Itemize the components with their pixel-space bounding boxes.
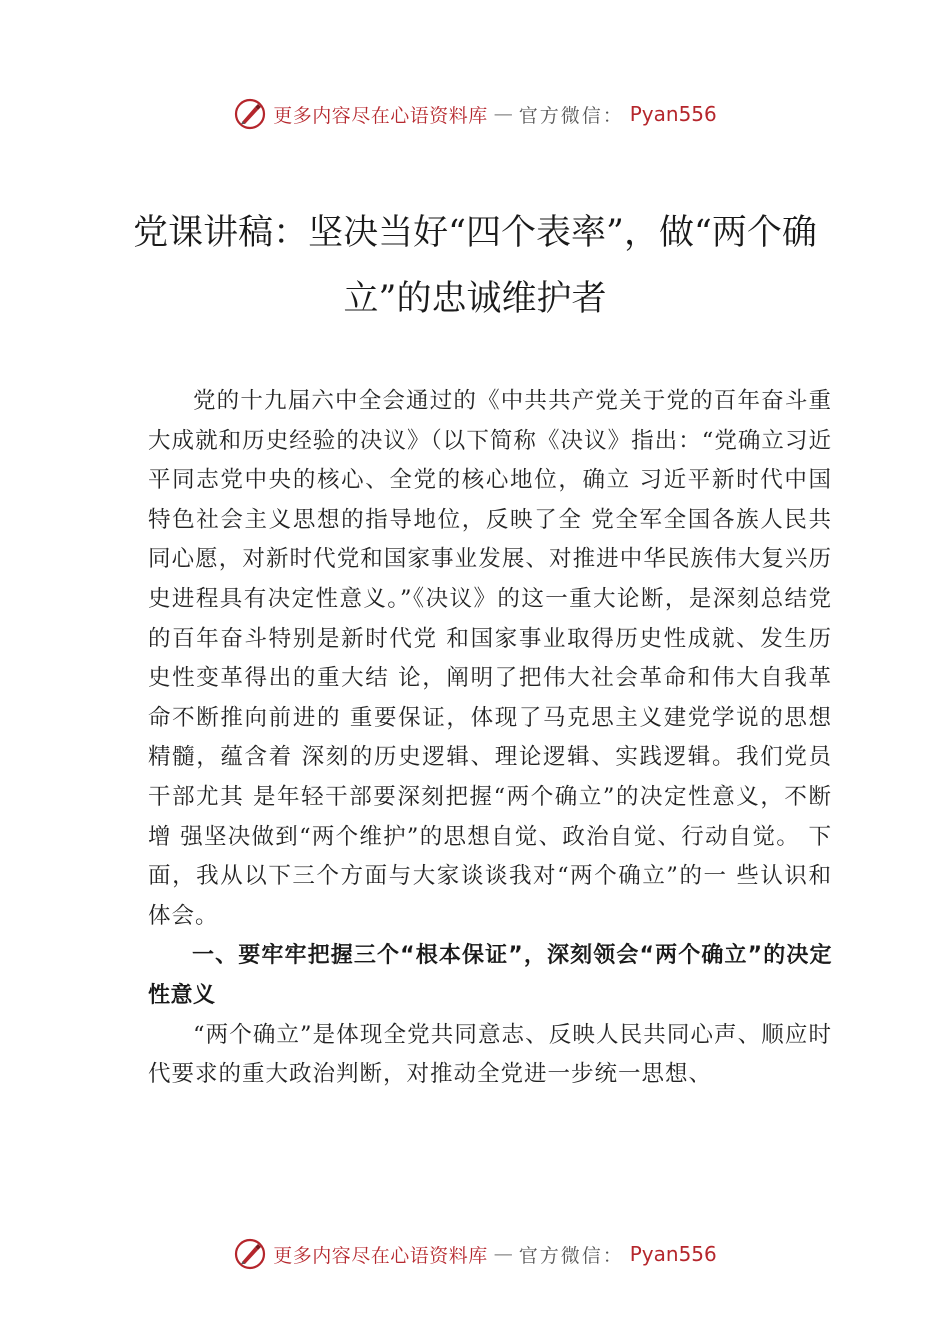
banner-wechat-id: Pyan556 (629, 102, 717, 126)
banner-text: 更多内容尽在心语资料库 (273, 104, 488, 127)
banner-wechat-label: 官方微信： (518, 1244, 624, 1267)
banner-wechat-label: 官方微信： (518, 104, 624, 127)
body-paragraph: “两个确立”是体现全党共同意志、反映人民共同心声、顺应时代要求的重大政治判断，对推动全党进一步统一思想、 (148, 1021, 832, 1088)
pen-seal-icon (233, 97, 267, 131)
banner-separator: — (493, 1243, 513, 1265)
section-heading: 一、要牢牢把握三个“根本保证”，深刻领会“两个确立”的决定性意义 (148, 943, 832, 1008)
body-paragraph: 党的十九届六中全会通过的《中共共产党关于党的百年奋斗重大成就和历史经验的决议》（以下简称《决议》指出：“党确立习近平同志党中央的核心、全党的核心地位，确立 习近平新时代中国特色社会主义思想的指导地位，反映了全 党全军全国各族人民共同心愿，对新时代党和国家事业发展、对推进中华民族伟大复兴历史进程具有决定性意义。”《决议》的这一重大论断，是深刻总结党的百年奋斗特别是新时代党 和国家事业取得历史性成就、发生历史性变革得出的重大结 论，阐明了把伟大社会革命和伟大自我革命不断推向前进的 重要保证，体现了马克思主义建党学说的思想精髓，蕴含着 深刻的历史逻辑、理论逻辑、实践逻辑。我们党员干部尤其 是年轻干部要深刻把握“两个确立”的决定性意义，不断增 强坚决做到“两个维护”的思想自觉、政治自觉、行动自觉。 下面，我从以下三个方面与大家谈谈我对“两个确立”的一 些认识和体会。 (148, 388, 832, 929)
pen-seal-icon (233, 1237, 267, 1271)
document-title: 党课讲稿：坚决当好“四个表率”，做“两个确立”的忠诚维护者 (133, 213, 817, 319)
banner-text: 更多内容尽在心语资料库 (273, 1244, 488, 1267)
banner-separator: — (493, 103, 513, 125)
header-banner (0, 94, 950, 134)
footer-banner (0, 1234, 950, 1274)
banner-wechat-id: Pyan556 (629, 1242, 717, 1266)
document-body (148, 382, 832, 1095)
